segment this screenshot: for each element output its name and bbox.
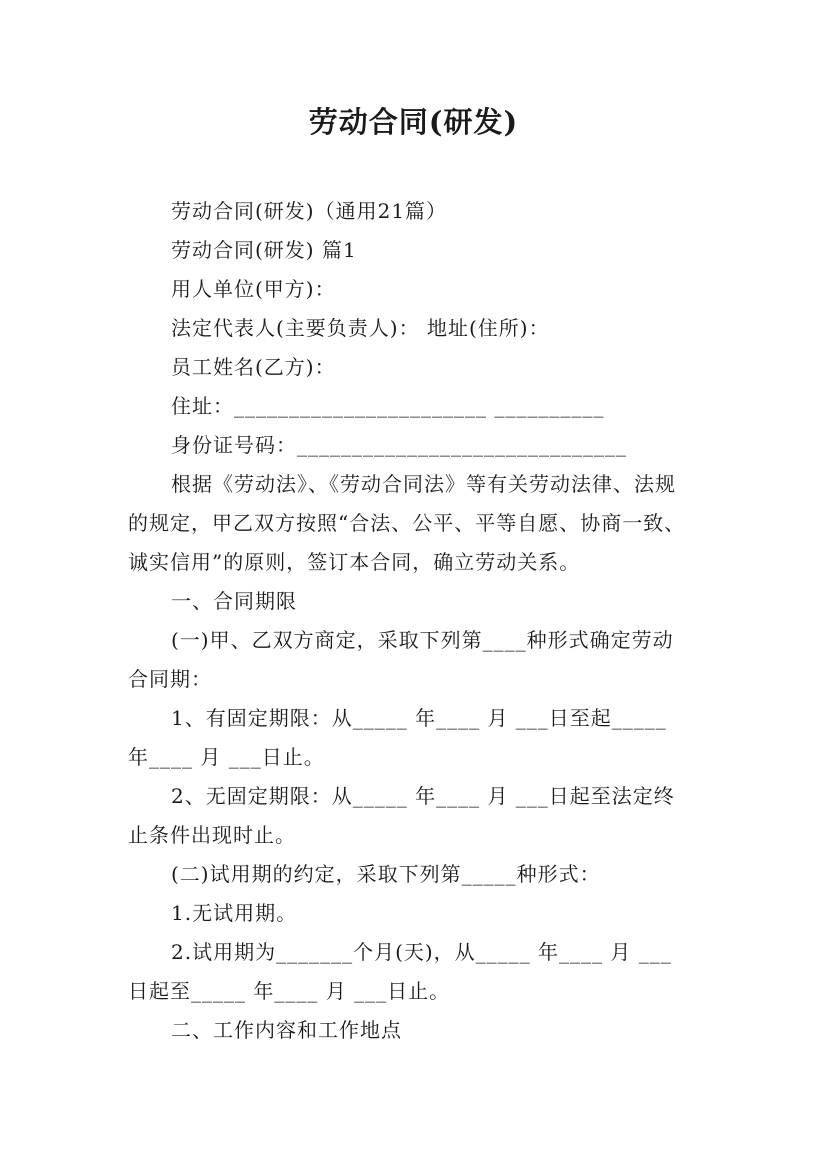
paragraph-line: 合同期： [128, 667, 212, 691]
subtitle-line: 劳动合同(研发)（通用21篇） [171, 199, 448, 223]
paragraph-line: 1.无试用期。 [171, 901, 298, 925]
paragraph-line: 诚实信用”的原则，签订本合同，确立劳动关系。 [128, 550, 581, 574]
section-heading: 一、合同期限 [171, 589, 297, 613]
paragraph-line: 2.试用期为_______个月(天)，从_____ 年____ 月 ___ [171, 940, 672, 964]
employee-name-field: 员工姓名(乙方)： [171, 355, 336, 379]
paragraph-line: 1、有固定期限：从_____ 年____ 月 ___日至起_____ [171, 706, 667, 730]
paragraph-line: 日起至_____ 年____ 月 ___日止。 [128, 979, 451, 1003]
paragraph-line: 2、无固定期限：从_____ 年____ 月 ___日起至法定终 [171, 784, 675, 808]
paragraph-line: 止条件出现时止。 [128, 823, 296, 847]
paragraph-line: 根据《劳动法》、《劳动合同法》等有关劳动法律、法规 [171, 472, 676, 496]
paragraph-line: (二)试用期的约定，采取下列第_____种形式： [171, 862, 601, 886]
document-title: 劳动合同(研发) [308, 105, 519, 139]
representative-field: 法定代表人(主要负责人)： 地址(住所)： [171, 316, 550, 340]
id-number-field: 身份证号码：______________________________ [171, 433, 627, 457]
paragraph-line: (一)甲、乙双方商定，采取下列第____种形式确定劳动 [171, 628, 674, 652]
section-heading: 二、工作内容和工作地点 [171, 1018, 402, 1042]
paragraph-line: 的规定，甲乙双方按照“合法、公平、平等自愿、协商一致、 [128, 511, 686, 535]
paragraph-line: 年____ 月 ___日止。 [128, 745, 325, 769]
section-heading: 劳动合同(研发) 篇1 [171, 238, 357, 262]
employer-field: 用人单位(甲方)： [171, 277, 336, 301]
address-field: 住址：_______________________ __________ [171, 394, 605, 418]
